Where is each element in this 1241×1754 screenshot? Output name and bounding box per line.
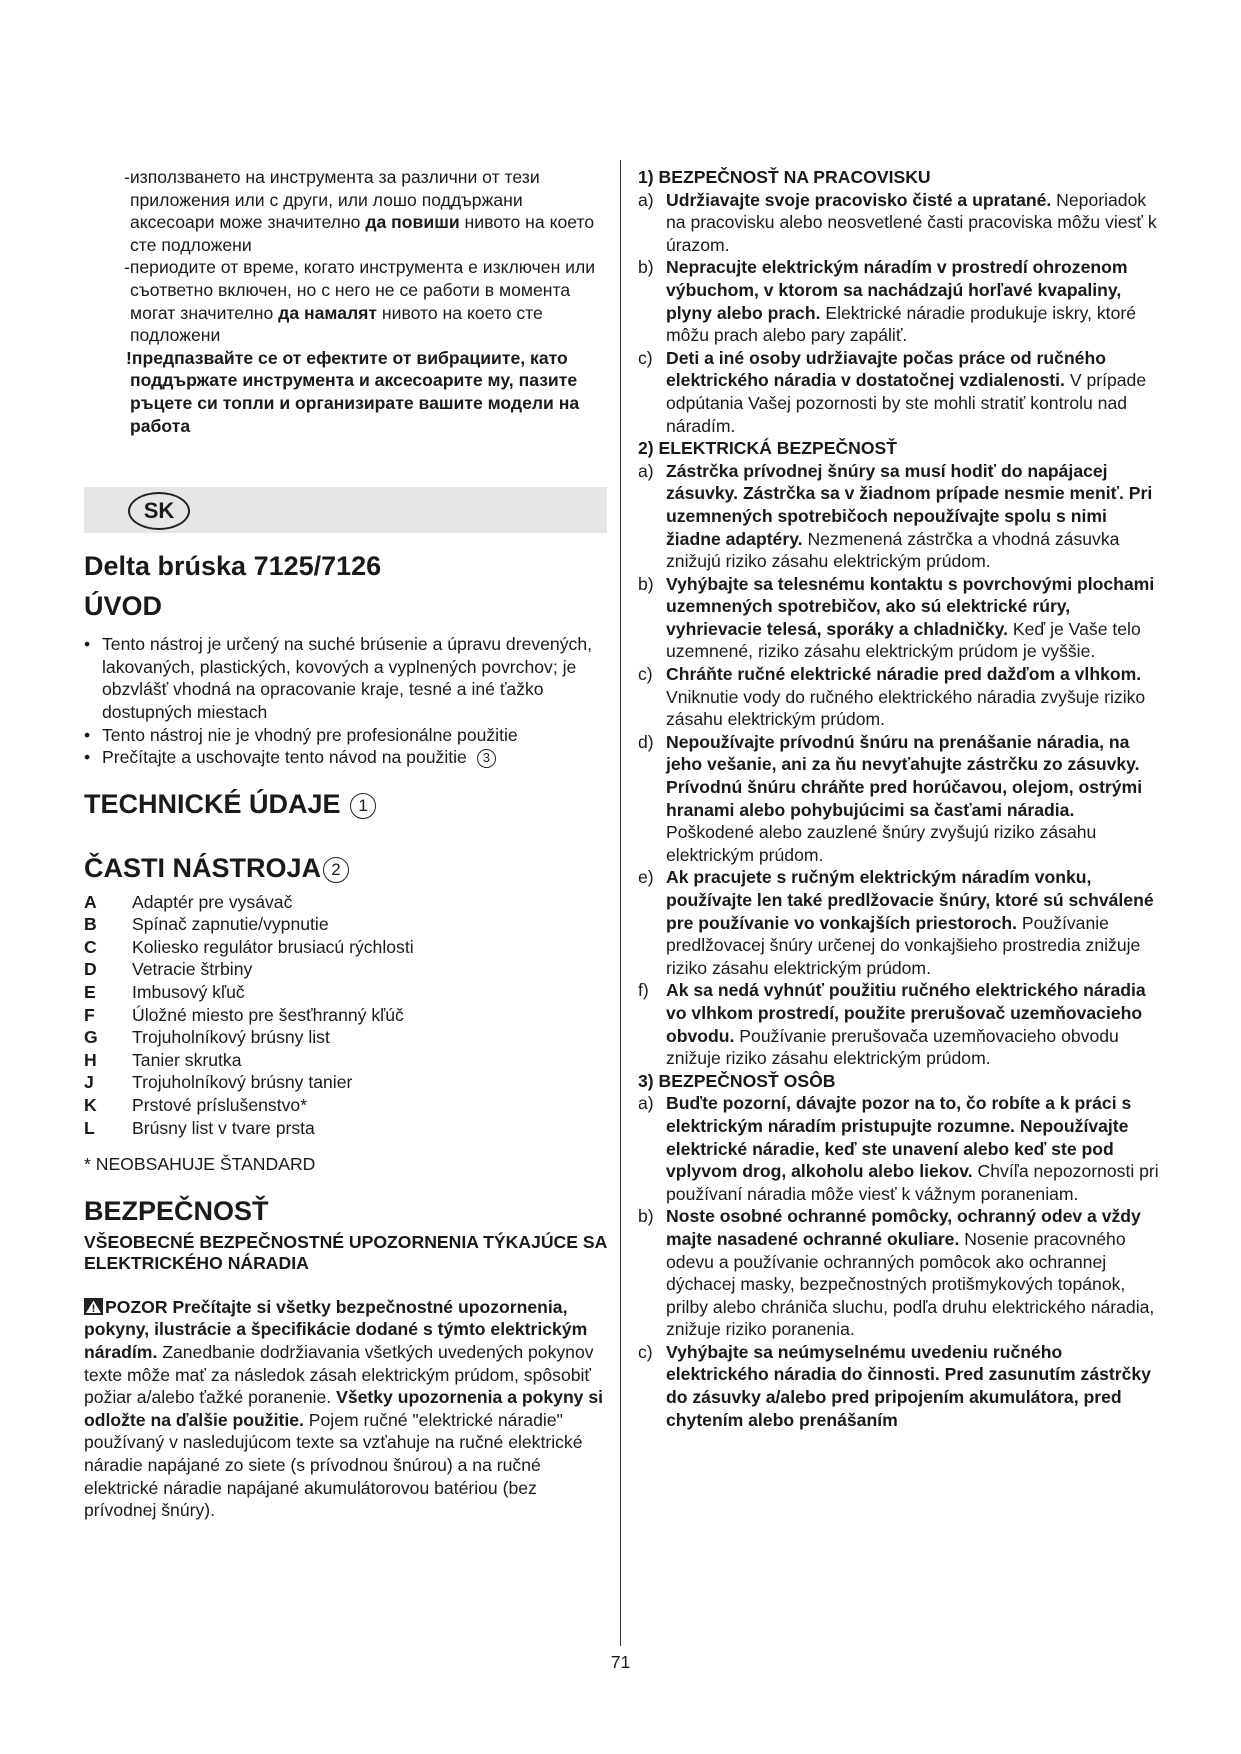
section-heading-workplace: 1) BEZPEČNOSŤ NA PRACOVISKU (638, 167, 931, 187)
safety-heading: BEZPEČNOSŤ (84, 1195, 269, 1226)
part-row: K Prstové príslušenstvo* (84, 1095, 308, 1116)
safety-item: b) Nepracujte elektrickým náradím v prostredí ohrozenom výbuchom, v ktorom sa nachádzajú horľavé kvapaliny, plyny alebo prach. Elektrické náradie produkuje iskry, ktoré môžu prach alebo pary zapáliť. (638, 257, 1137, 346)
intro-list (84, 633, 607, 769)
intro-heading: ÚVOD (84, 591, 163, 622)
list-item: • Tento nástroj je určený na suché brúsenie a úpravu drevených, lakovaných, plastických, kovových a vyplnených povrchov; je obzvlášť vhodná na opracovanie kraje, tesné a iné ťažko dostupných miestach (84, 633, 607, 723)
bg-paragraph-1: -използването на инструмента за различни от тези приложения или с други, или лошо поддържани аксесоари може значително да повиши нивото на което сте подложени (124, 167, 595, 255)
safety-item: b) Noste osobné ochranné pomôcky, ochranný odev a vždy majte nasadené ochranné okuliare. Nosenie pracovného odevu a používanie ochranných pomôcok ako ochrannej dýchacej masky, bezpečnostných protišmykových topánok, prilby alebo chrániča sluchu, podľa druhu elektrického náradia, znižuje riziko poranenia. (638, 1206, 1155, 1340)
part-row: F Úložné miesto pre šesťhranný kľúč (84, 1004, 404, 1025)
part-row: H Tanier skrutka (84, 1049, 242, 1070)
safety-item: c) Vyhýbajte sa neúmyselnému uvedeniu ručného elektrického náradia do činnosti. Pred zasunutím zástrčky do zásuvky a/alebo pred pripojením akumulátora, pred chytením alebo prenášaním (638, 1341, 1151, 1430)
parts-list (84, 891, 607, 1140)
safety-item: e) Ak pracujete s ručným elektrickým náradím vonku, používajte len také predlžovacie šnúry, ktoré sú schválené pre používanie vo vonkajších priestoroch. Používanie predlžovacej šnúry určenej do vonkajšieho prostredia znižuje riziko zásahu elektrickým prúdom. (638, 867, 1154, 978)
section-heading-electrical: 2) ELEKTRICKÁ BEZPEČNOSŤ (638, 438, 898, 459)
safety-item: f) Ak sa nedá vyhnúť použitiu ručného elektrického náradia vo vlhkom prostredí, použite prerušovač uzemňovacieho obvodu. Používanie prerušovača uzemňovacieho obvodu znižuje riziko zásahu elektrickým prúdom. (638, 980, 1146, 1069)
safety-item: a) Udržiavajte svoje pracovisko čisté a upratané. Neporiadok na pracovisku alebo neosvetlené časti pracoviska môžu viesť k úrazom. (638, 189, 1157, 255)
part-row: E Imbusový kľuč (84, 982, 245, 1003)
safety-item: b) Vyhýbajte sa telesnému kontaktu s povrchovými plochami uzemnených spotrebičov, ako sú elektrické rúry, vyhrievacie telesá, sporáky a chladničky. Keď je Vaše telo uzemnené, riziko zásahu elektrickým prúdom je vyššie. (638, 573, 1155, 662)
figure-ref-1: 1 (350, 793, 376, 819)
right-column (638, 166, 1163, 1431)
parts-note: * NEOBSAHUJE ŠTANDARD (84, 1154, 316, 1175)
part-row: B Spínač zapnutie/vypnutie (84, 914, 329, 935)
safety-item: c) Chráňte ručné elektrické náradie pred dažďom a vlhkom. Vniknutie vody do ručného elektrického náradia zvyšuje riziko zásahu elektrickým prúdom. (638, 664, 1146, 730)
figure-ref-2: 2 (323, 857, 349, 883)
part-row: D Vetracie štrbiny (84, 959, 253, 980)
part-row: J Trojuholníkový brúsny tanier (84, 1072, 353, 1093)
safety-item: d) Nepoužívajte prívodnú šnúru na prenášanie náradia, na jeho vešanie, ani za ňu nevyťahujte zástrčku zo zásuvky. Prívodnú šnúru chráňte pred horúčavou, olejom, ostrými hranami alebo pohybujúcimi sa časťami náradia. Poškodené alebo zauzlené šnúry zvyšujú riziko zásahu elektrickým prúdom. (638, 731, 1143, 865)
safety-item: a) Zástrčka prívodnej šnúry sa musí hodiť do napájacej zásuvky. Zástrčka sa v žiadnom prípade nesmie meniť. Pri uzemnených spotrebičoch nepoužívajte spolu s nimi žiadne adaptéry. Nezmenená zástrčka a vhodná zásuvka znižujú riziko zásahu elektrickým prúdom. (638, 460, 1153, 572)
left-column (84, 166, 607, 1522)
part-row: A Adaptér pre vysávač (84, 891, 293, 912)
bg-paragraph-3: !предпазвайте се от ефектите от вибрациите, като поддържате инструмента и аксесоарите му, пазите ръцете си топли и организирате вашите модели на работа (126, 347, 580, 436)
safety-subheading: VŠEOBECNÉ BEZPEČNOSTNÉ UPOZORNENIA TÝKAJÚCE SA ELEKTRICKÉHO NÁRADIA (84, 1231, 607, 1273)
part-row: G Trojuholníkový brúsny list (84, 1027, 330, 1048)
safety-item: a) Buďte pozorní, dávajte pozor na to, čo robíte a k práci s elektrickým náradím pristupujte rozumne. Nepoužívajte elektrické náradie, keď ste unavení alebo keď ste pod vplyvom drog, alkoholu alebo liekov. Chvíľa nepozornosti pri používaní náradia môže viesť k vážnym poraneniam. (638, 1093, 1159, 1204)
section-heading-personal: 3) BEZPEČNOSŤ OSÔB (638, 1070, 836, 1091)
figure-ref-3: 3 (477, 749, 496, 768)
part-row: C Koliesko regulátor brusiacú rýchlosti (84, 936, 414, 957)
parts-heading: ČASTI NÁSTROJA 2 (84, 849, 607, 887)
bg-paragraph-2: -периодите от време, когато инструмента е изключен или съответно включен, но с него не се работи в момента могат значително да намалят нивото на което сте подложени (124, 257, 596, 346)
bulgarian-continuation (84, 166, 607, 437)
list-item: • Prečítajte a uschovajte tento návod na použitie 3 (84, 746, 607, 769)
part-row: L Brúsny list v tvare prsta (84, 1117, 315, 1138)
safety-item: c) Deti a iné osoby udržiavajte počas práce od ručného elektrického náradia v dostatočnej vzdialenosti. V prípade odpútania Vašej pozornosti by ste mohli stratiť kontrolu nad náradím. (638, 347, 1147, 436)
language-badge: SK (128, 492, 190, 530)
tech-data-heading: TECHNICKÉ ÚDAJE 1 (84, 785, 607, 823)
language-band (84, 487, 607, 533)
product-title: Delta brúska 7125/7126 (84, 551, 382, 582)
warning-paragraph: POZOR Prečítajte si všetky bezpečnostné upozornenia, pokyny, ilustrácie a špecifikácie dodané s týmto elektrickým náradím. Zanedbanie dodržiavania všetkých uvedených pokynov texte môže mať za následok zásah elektrickým prúdom, spôsobiť požiar a/alebo ťažké poranenie. Všetky upozornenia a pokyny si odložte na ďalšie použitie. Pojem ručné "elektrické náradie" používaný v nasledujúcom texte sa vzťahuje na ručné elektrické náradie napájané zo siete (s prívodnou šnúrou) a na ručné elektrické náradie napájané akumulátorovou batériou (bez prívodnej šnúry). (84, 1296, 604, 1521)
page-number: 71 (610, 1652, 631, 1672)
warning-icon (84, 1298, 103, 1315)
list-item: • Tento nástroj nie je vhodný pre profesionálne použitie (84, 724, 607, 747)
column-divider (620, 160, 621, 1646)
